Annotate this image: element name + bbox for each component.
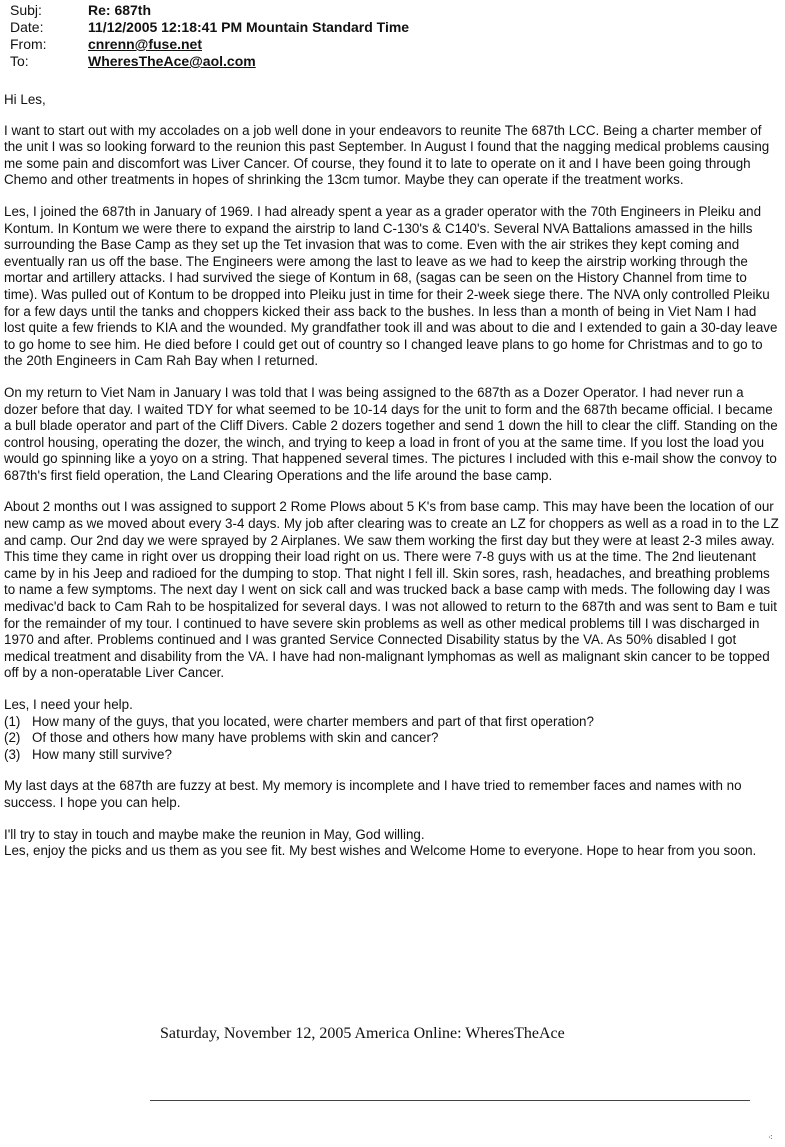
subject-label: Subj: <box>10 2 42 18</box>
print-footer: Saturday, November 12, 2005 America Online: WheresTheAce <box>160 1025 565 1042</box>
subject-row <box>10 2 409 19</box>
question-text: How many of the guys, that you located, were charter members and part of that first operation? <box>32 713 594 729</box>
paragraph-4: About 2 months out I was assigned to support 2 Rome Plows about 5 K's from base camp. This may have been the location of our new camp as we moved about every 3-4 days. My job after clearing was to create an LZ for choppers as well as a road in to the LZ and camp. Our 2nd day we were sprayed by 2 Airplanes. We saw them working the first day but they were at least 2-3 miles away. This time they came in right over us dropping their load right on us. There were 7-8 guys with us at the time. The 2nd lieutenant came by in his Jeep and radioed for the dumping to stop. That night I fell ill. Skin sores, rash, headaches, and breathing problems to name a few symptoms. The next day I went on sick call and was trucked back a base camp with meds. The following day I was medivac'd back to Cam Rah to be hospitalized for several days. I was not allowed to return to the 687th and was sent to Bam e tuit for the remainder of my tour. I continued to have severe skin problems as well as other medical problems till I was discharged in 1970 and after. Problems continued and I was granted Service Connected Disability status by the VA. As 50% disabled I got medical treatment and disability from the VA. I have had non-malignant lymphomas as well as malignant skin cancer to be topped off by a non-operatable Liver Cancer. <box>4 499 779 681</box>
paragraph-6: My last days at the 687th are fuzzy at best. My memory is incomplete and I have tried to remember faces and names with no success. I hope you can help. <box>4 778 742 810</box>
question-text: Of those and others how many have problems with skin and cancer? <box>32 730 439 746</box>
question-item <box>4 747 780 764</box>
footer-divider <box>150 1100 750 1101</box>
paragraph-3: On my return to Viet Nam in January I was told that I was being assigned to the 687th as a Dozer Operator. I had never run a dozer before that day. I waited TDY for what seemed to be 10-14 days for the unit to form and the 687th became official. I became a bull blade operator and part of the Cliff Divers. Cable 2 dozers together and send 1 down the hill to clear the cliff. Standing on the control housing, operating the dozer, the winch, and trying to keep a load in front of you at the same time. If you lost the load you would go spinning like a yoyo on a string. That happened several times. The pictures I included with this e-mail show the convoy to 687th's first field operation, the Land Clearing Operations and the life around the base camp. <box>4 384 778 483</box>
greeting: Hi Les, <box>4 92 46 107</box>
from-label: From: <box>10 36 47 52</box>
question-number: (3) <box>4 746 21 762</box>
question-number: (2) <box>4 730 21 746</box>
from-email-link[interactable]: cnrenn@fuse.net <box>88 36 203 52</box>
to-email-link[interactable]: WheresTheAce@aol.com <box>88 53 256 69</box>
question-item <box>4 714 780 731</box>
to-label: To: <box>10 53 29 69</box>
email-header <box>10 2 409 70</box>
closing-line-1: I'll try to stay in touch and maybe make the reunion in May, God willing. <box>4 826 425 842</box>
help-intro: Les, I need your help. <box>4 697 133 712</box>
date-row <box>10 19 409 36</box>
question-item <box>4 730 780 747</box>
questions-block <box>4 697 780 763</box>
question-list <box>4 714 780 764</box>
date-value: 11/12/2005 12:18:41 PM Mountain Standard Time <box>88 19 410 35</box>
subject-value: Re: 687th <box>88 2 152 18</box>
closing-line-2: Les, enjoy the picks and us them as you see fit. My best wishes and Welcome Home to everyone. Hope to hear from you soon. <box>4 843 757 859</box>
date-label: Date: <box>10 19 44 35</box>
question-text: How many still survive? <box>32 746 172 762</box>
closing <box>4 827 780 860</box>
from-row <box>10 36 409 53</box>
to-row <box>10 53 409 70</box>
email-body <box>4 92 780 860</box>
paragraph-1: I want to start out with my accolades on a job well done in your endeavors to reunite The 687th LCC. Being a charter member of the unit I was so looking forward to the reunion this past September. In August I found that the nagging medical problems causing me some pain and discomfort was Liver Cancer. Of course, they found it to late to operate on it and I have been going through Chemo and other treatments in hopes of shrinking the 13cm tumor. Maybe they can operate if the treatment works. <box>4 122 770 188</box>
paragraph-2: Les, I joined the 687th in January of 1969. I had already spent a year as a grader operator with the 70th Engineers in Pleiku and Kontum. In Kontum we were there to expand the airstrip to land C-130's & C140's. Several NVA Battalions amassed in the hills surrounding the Base Camp as they set up the Tet invasion that was to come. Even with the air strikes they kept coming and eventually ran us off the base. The Engineers were among the last to leave as we had to keep the airstrip working through the mortar and artillery attacks. I had survived the siege of Kontum in 68, (sagas can be seen on the History Channel from time to time). Was pulled out of Kontum to be dropped into Pleiku just in time for their 2-week siege there. The NVA only controlled Pleiku for a few days until the tanks and choppers kicked their ass back to the bushes. In less than a month of being in Viet Nam I had lost quite a few friends to KIA and the wounded. My grandfather took ill and was about to die and I extended to gain a 30-day leave to go home to see him. He died before I could get out of country so I changed leave plans to go home for Christmas and to go to the 20th Engineers in Cam Rah Bay when I returned. <box>4 203 778 369</box>
scan-mark-icon: ⁖ <box>768 1133 773 1142</box>
question-number: (1) <box>4 713 21 729</box>
